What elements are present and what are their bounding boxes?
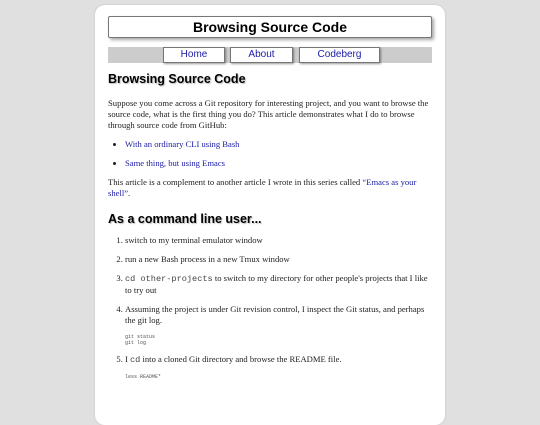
nav-home-link[interactable]: Home (163, 47, 225, 63)
nav-about-link[interactable]: About (230, 47, 293, 63)
step-item (125, 304, 434, 346)
step-text: I (125, 354, 131, 364)
inline-code: cd (130, 355, 141, 365)
step-item: 2. run a new Bash process in a new Tmux window (125, 254, 434, 265)
toc-list (108, 139, 434, 169)
step-item (125, 354, 434, 380)
nav-codeberg-link[interactable]: Codeberg (299, 47, 380, 63)
nav-bar (108, 47, 432, 63)
step-text: to switch to my directory for other people's projects that I like to try out (125, 273, 428, 295)
toc-item (125, 158, 434, 169)
emacs-shell-link[interactable]: “Emacs as your shell” (108, 177, 417, 198)
article-heading: Browsing Source Code (108, 72, 246, 86)
toc-link-emacs[interactable]: Same thing, but using Emacs (125, 158, 226, 168)
article-content (108, 71, 434, 388)
step-item: 1. switch to my terminal emulator window (125, 235, 434, 246)
code-block: less README* (125, 374, 162, 380)
steps-list (108, 235, 434, 380)
step-item (125, 273, 434, 296)
page-container (95, 5, 445, 425)
inline-code: cd other-projects (125, 274, 213, 284)
intro-paragraph: Suppose you come across a Git repository for interesting project, and you want to browse the source code, what is the first thing you do? This article demonstrates what I do to browse through source code from GitHub: (108, 98, 429, 130)
complement-end: . (128, 188, 131, 198)
step-text: into a cloned Git directory and browse the README file. (140, 354, 342, 364)
complement-paragraph (108, 177, 434, 199)
toc-item (125, 139, 434, 150)
code-block: git status git log (125, 334, 156, 346)
site-title: Browsing Source Code (108, 16, 432, 38)
complement-text: This article is a complement to another article I wrote in this series called (108, 177, 363, 187)
section-heading: As a command line user... (108, 212, 262, 226)
step-text: Assuming the project is under Git revision control, I inspect the Git status, and perhaps the git log. (125, 304, 425, 325)
toc-link-bash[interactable]: With an ordinary CLI using Bash (125, 139, 240, 149)
